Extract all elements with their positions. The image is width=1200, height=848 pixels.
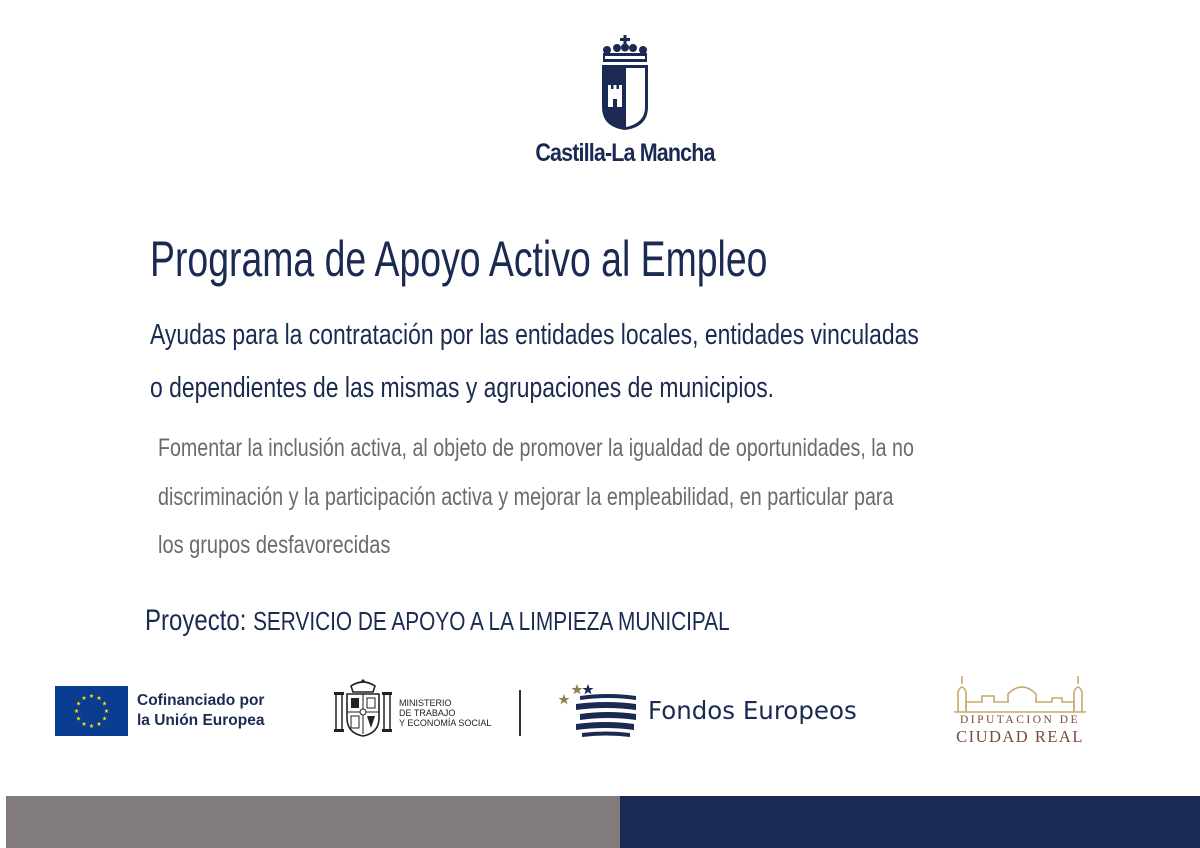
eu-flag-icon: [55, 686, 128, 736]
castilla-la-mancha-crown-shield-icon: [600, 35, 650, 131]
footer-band-gray: [6, 796, 620, 848]
castilla-la-mancha-wordmark: Castilla-La Mancha: [535, 139, 715, 167]
project-label: Proyecto:: [145, 604, 247, 637]
fondos-europeos-logo: [558, 682, 858, 742]
description-line-2: discriminación y la participación activa y mejorar la empleabilidad, en particular para: [158, 483, 894, 511]
project-line: [145, 604, 730, 638]
ciudad-real-skyline-icon: [950, 672, 1090, 714]
description-line-1: Fomentar la inclusión activa, al objeto de promover la igualdad de oportunidades, la no: [158, 434, 914, 462]
eu-text-line-1: Cofinanciado por: [137, 692, 265, 709]
fondos-europeos-flag-icon: [558, 682, 640, 740]
ministry-logo: [333, 678, 523, 738]
spain-coat-of-arms-icon: [333, 678, 393, 738]
project-value: SERVICIO DE APOYO A LA LIMPIEZA MUNICIPAL: [253, 606, 730, 636]
ministry-text-line-3: Y ECONOMÍA SOCIAL: [399, 718, 492, 728]
castilla-la-mancha-logo: [520, 35, 730, 170]
description-line-3: los grupos desfavorecidas: [158, 531, 391, 559]
subtitle-line-2: o dependientes de las mismas y agrupaciones de municipios.: [150, 372, 775, 404]
ministry-text-line-1: MINISTERIO: [399, 698, 452, 708]
diputacion-ciudad-real-logo: [950, 672, 1090, 747]
footer-band-navy: [620, 796, 1200, 848]
page-title: Programa de Apoyo Activo al Empleo: [150, 231, 768, 287]
diputacion-line-1: DIPUTACION DE: [959, 714, 1081, 726]
ministry-divider: [519, 690, 521, 736]
fondos-europeos-text: Fondos Europeos: [648, 696, 857, 725]
eu-cofinanced-logo: [55, 686, 295, 736]
ministry-text-line-2: DE TRABAJO: [399, 708, 456, 718]
subtitle-line-1: Ayudas para la contratación por las entidades locales, entidades vinculadas: [150, 319, 919, 351]
eu-text-line-2: la Unión Europea: [137, 712, 265, 729]
diputacion-line-2: CIUDAD REAL: [956, 727, 1084, 746]
